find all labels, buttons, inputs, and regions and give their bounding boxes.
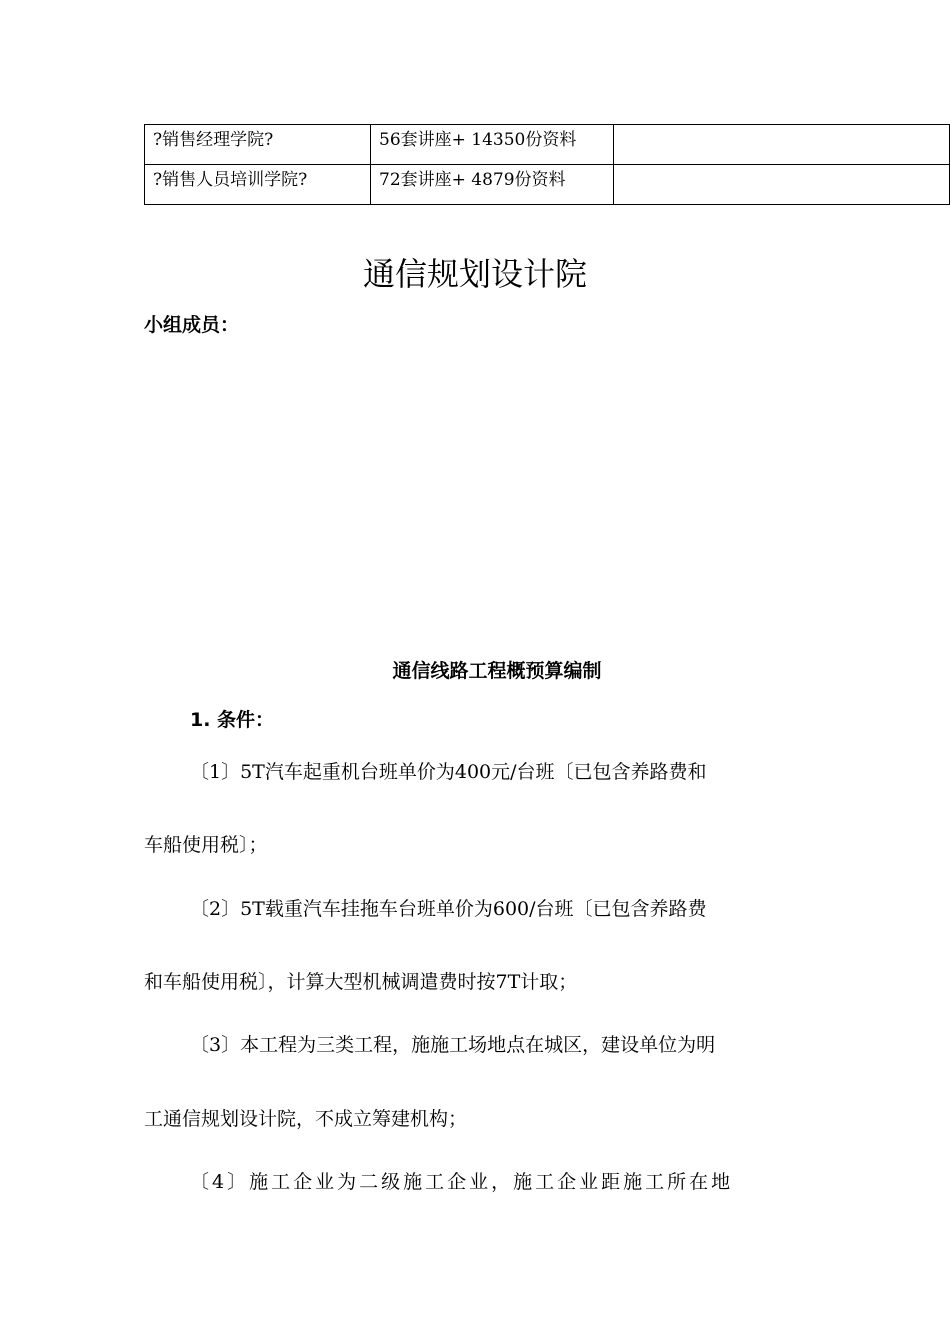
condition-1-line-1: 〔1〕5T汽车起重机台班单价为400元/台班〔已包含养路费和: [190, 761, 707, 783]
condition-1-line-2: 车船使用税〕；: [144, 834, 268, 856]
table-cell: [614, 125, 950, 165]
conditions-heading: 1. 条件：: [190, 709, 275, 731]
resource-table: [144, 124, 950, 205]
condition-4-line-1: 〔4〕施工企业为二级施工企业，施工企业距施工所在地: [190, 1171, 734, 1193]
table-row: [145, 125, 950, 165]
table-row: [145, 165, 950, 205]
group-members-label: 小组成员：: [144, 314, 240, 336]
page-title: 通信规划设计院: [362, 255, 587, 293]
table-cell: 56套讲座+ 14350份资料: [371, 125, 614, 165]
condition-3-line-1: 〔3〕本工程为三类工程，施施工场地点在城区，建设单位为明: [190, 1034, 716, 1056]
condition-3-line-2: 工通信规划设计院，不成立筹建机构；: [144, 1108, 468, 1130]
condition-2-line-2: 和车船使用税〕，计算大型机械调遣费时按7T计取；: [144, 971, 578, 993]
table-cell: ?销售人员培训学院?: [145, 165, 371, 205]
section-title: 通信线路工程概预算编制: [392, 660, 602, 682]
condition-2-line-1: 〔2〕5T载重汽车挂拖车台班单价为600/台班〔已包含养路费: [190, 898, 707, 920]
table-cell: [614, 165, 950, 205]
table-cell: 72套讲座+ 4879份资料: [371, 165, 614, 205]
table-cell: ?销售经理学院?: [145, 125, 371, 165]
